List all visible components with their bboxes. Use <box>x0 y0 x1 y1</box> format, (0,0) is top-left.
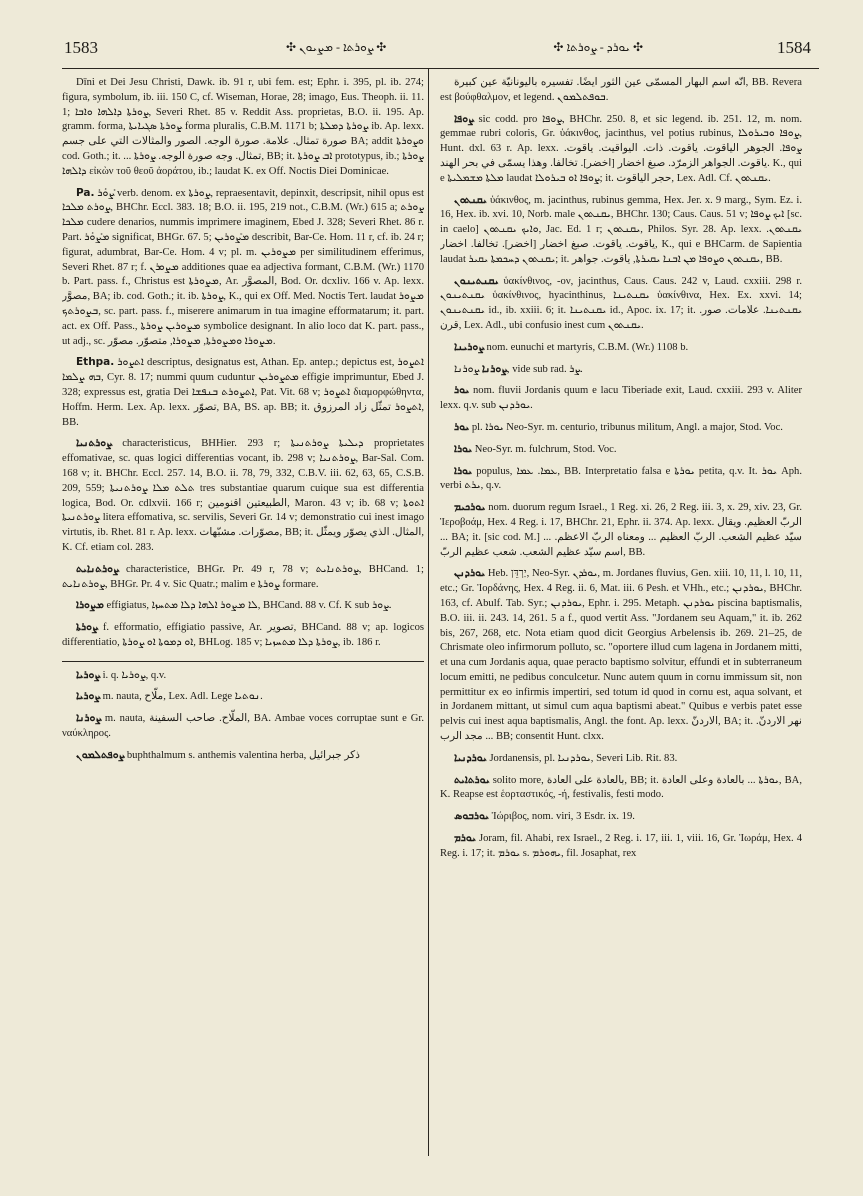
entry-text: nom. eunuchi et martyris, C.B.M. (Wr.) 1108 b. <box>486 341 689 353</box>
entry-headword: ܝܘܪܐ <box>454 442 473 455</box>
entry-text: ܐܬܨܘܪ descriptus, designatus est, Athan. Ep. antep.; depictus est, ܐܬܨܘܪ ܒܗ ܨܠܡܐ, Cyr. 8. 17; nummi quum cuduntur ܡܬܨܘܪܝܢ effigie imprimuntur, Ebed J. 328; expressus est, gratia Dei ܐܬܨܘܪܬ ܒܢܦܫܐ, Pat. Vit. 68 v; ܐܬܨܘܪ διαμορφώθηντα, Hoffm. Herm. Lex. Ap. lexx. تصوّر, BA, BS. ap. BB; it. ܐܬܨܘܪ تمثّل زاد المرزوق, BB. <box>62 357 424 428</box>
entry-text: m. nauta, الملّاح. صاحب السفينة, BA. Ambae voces corruptae sunt e Gr. ναύκληρος. <box>62 713 424 740</box>
entry-text: characteristicus, BHHier. 293 r; ܕܝܠܝܬܐ ܨܘܪܬܢܝܬܐ proprietates effomativae, sc. quas logici differentias vocant, ib. 298 v; ܨܘܪܬܢܝܐ, Bar-Sal. Com. 168 v; it. BHChr. Eccl. 257. 14, B.O. ii. 78, 79, 332, C.B.V. iii. 62, 63, 65, C.S.B. 209, 559; ܬܠܬ ܡܠܐ ܨܘܪܬܢܝܬܐ tres substantiae quarum cuique sua est differentia logica, Bod. Or. cdlxvii. 166 r; الطبيعتين اقنومين, Maron. 43 v; ib. 68 v; ܐܬܘܬܐ ܨܘܪܬܢܝܬܐ litera effomativa, sc. servilis, Severi Gr. 14 v; demonstratio cui inest imago virtutis, ib. Rhet. 81 r. Ap. lexx. مصوّرات. مشبّهات, BB; it. المثال. الذي يصوّر ويمثّل, K. Cf. etiam col. 283. <box>62 438 424 553</box>
entry-headword: ܝܘܪܐ <box>454 464 473 477</box>
dictionary-entry <box>440 420 802 436</box>
entry-text: sic codd. pro ܨܘܦܐ, BHChr. 250. 8, et sic legend. ib. 251. 12, m. nom. gemmae rubri coloris, Gr. ὑάκινθος, jacinthus, vel potius rubinus, ܨܘܦܐ ܘܒܝܪܘܠܐ, Hunt. dxl. 63 r. Ap. lexx. ܨܘܦܐ. الجوهر الياقوت. ياقوت. ذات. اليواقيت. ياقوت. ياقوت. الجواهر الزمرّد. صبغ اخضار [اخضر]. تخالفا. وهذا يسمّى في بحر الهند. K., qui e ܡܠܬܐ ܡܫܡܠܝܬܐ laudat ܨܘܦܐ ܐܘ ܒܝܪܘܠܐ; it. حجر الياقوت, Lex. Adl. Cf. ܝܩܢܬܘܢ. <box>440 113 802 184</box>
entry-headword: ܝܘܪܟܝܡ <box>454 501 486 514</box>
dictionary-entry <box>62 620 424 651</box>
entry-headword: Ethpa. <box>76 356 115 369</box>
left-running-title: ✣ ܨܘܪܬܐ - ܡܨܝܘܢ ✣ <box>286 40 387 54</box>
dictionary-entry <box>62 661 424 684</box>
entry-text: ὑάκινθος, m. jacinthus, rubinus gemma, Hex. Jer. x. 9 marg., Sym. Ez. i. 16, Hex. ib. xvi. 10, Norb. male ܝܩܢܬܘܢ, BHChr. 130; Caus. Caus. 51 v; ܐܝܟ ܨܘܦܐ [sc. in caelo] ܘܐܝܟ ܝܩܢܬܘܢ, Jac. Ed. 1 r; ܝܩܢܬܘܢ, Philos. Syr. 28. Ap. lexx. ܝܩܢܬܘܢ. ياقوت. ياقوت. صبغ اخضار [اخضر]. تخالفا. اخضار, K., qui e BHCarm. de Sapientia laudat ܝܩܢܬܘܢ ܕܚܟܡܬܐ ܝܩܝܪ; it. ܝܩܢܬܘܢ ܘܨܘܦܐ ܡܢ ܐܒܢܐ ܝܩܝܪܬܐ, ياقوت. جواهر, BB. <box>440 194 802 265</box>
entry-headword: ܝܘܪܡ <box>454 832 476 845</box>
right-running-title: ✣ ܝܘܪܕ - ܨܘܪܬܐ ✣ <box>553 40 643 54</box>
entry-text: انّه اسم البهار المسمّى عين الثور ايضًا. تفسيره باليونانيّة عين كبيرة, BB. Revera est βούφθαλμον, et legend. ܒܘܦܬܠܡܘܢ. <box>440 77 802 103</box>
entry-text: buphthalmum s. anthemis valentina herba, ذكر جبرائيل <box>126 749 360 761</box>
dictionary-entry <box>62 598 424 614</box>
dictionary-entry <box>62 436 424 555</box>
entry-headword: ܡܨܘܪܐ <box>76 599 104 612</box>
dictionary-entry <box>440 751 802 767</box>
entry-text: effigiatus, ܠܐ ܡܨܘܪ ܐܠܗܐ ܕܠܐ ܡܬܚܙܐ, BHCand. 88 v. Cf. K sub ܨܘܪ. <box>106 600 392 612</box>
entry-text: characteristice, BHGr. Pr. 49 r, 78 v; ܨܘܪܬܢܐܝܬ, BHCand. 1; ܨܘܪܬܢܐܝܬ, BHGr. Pr. 4 v. Sic Quatr.; malim e ܨܘܪܬܐ formare. <box>62 563 424 590</box>
entry-text: Heb. יַרְדֵּן, Neo-Syr. ܝܘܪܕܢ, m. Jordanes fluvius, Gen. xiii. 10, 11, l. 10, 11, etc.; Gr. Ἰορδάνης, Hex. 4 Reg. ii. 6, Mat. iii. 6 Pesh. et VHh., etc.; ܝܘܪܕܢܢ, BHChr. 163, cf. Abulf. Tab. Syr.; ܝܘܪܕܢܢ, Ephr. i. 295. Metaph. ܝܘܪܕܢܢ piscina baptismalis, B.O. iii. ii. 243. 14, 261. 5 a f., quod vertit Ass. "Jordanem seu Aquam," it. ib. 262 bis, 267, 268, etc. Nota etiam quod dicit Georgius Arbelensis ib. 269. 21–25, de Chrismate oleo infirmorum polluto, sc. "oportere illud cum lagena in Jordanem mitti, et una cum Jordanis aqua, quae peracto baptismo solvitur, effundi et in subterraneum locum emitti, ne pedibus conculcetur. Nunc autem quum in cornu immissum sit, non permittitur ex eo infirmis impertiri, sed totum id quod in cornu est, aqua solvant, et in Jordanem mittant, ut simul cum aqua baptismi abeat." Quibus e verbis patet esse pelvis cui inest aqua baptismalis, Angl. the font. Ap. lexx. الاردنّ, BA; it. نهر الاردنّ. مجد الرب ... BB; consentit Hunt. clxx. <box>440 568 802 743</box>
dictionary-entry <box>62 711 424 742</box>
entry-headword: ܝܘܪܕܢܝܐ <box>454 751 487 764</box>
left-page-number: 1583 <box>64 38 98 57</box>
entry-headword: ܨܘܪܬܢܐܝܬ <box>76 562 119 575</box>
entry-text: nom. fluvii Jordanis quum e lacu Tiberiade exit, Laud. cxxiii. 293 v. Aliter lexx. q.v. sub ܝܘܪܕܢܢ. <box>440 385 802 412</box>
entry-headword: ܨܘܪܬܢܝܐ <box>76 437 112 450</box>
entry-headword: ܝܘܪܕܢܢ <box>454 567 486 580</box>
entry-headword: ܨܘܪܝܐ <box>76 668 100 681</box>
dictionary-entry <box>440 112 802 187</box>
entry-headword: ܨܘܪܢܐ <box>481 362 507 375</box>
dictionary-entry <box>62 355 424 430</box>
dictionary-entry <box>440 383 802 414</box>
entry-text: nom. duorum regum Israel., 1 Reg. xi. 26, 2 Reg. iii. 3, x. 29, xiv. 23, Gr. Ἱεροβοάμ, Hex. 4 Reg. i. 17, BHChr. 21, Ephr. ii. 374. Ap. lexx. الربّ العظيم. ويقال ... BA; it. [sic cod. M.] ... سيّد عظيم الشعب. الربّ العظيم ... ومعناه الربّ الاعظم. اسم سيّد عظيم الشعب. شعب عظيم الربّ, BB. <box>440 502 802 558</box>
entry-headword: ܨܘܪܝܢܐ <box>454 340 484 353</box>
entry-text: pl. ܝܘܪܐ Neo-Syr. m. centurio, tribunus militum, Angl. a major, Stod. Voc. <box>471 421 783 433</box>
entry-text: ܨܰܘܰܪ verb. denom. ex ܨܘܪܬܐ, repraesentavit, depinxit, descripsit, nihil opus est ܨܘܪܬ ܡܠܟܐ, BHChr. Eccl. 383. 18; B.O. ii. 195, 219 not., C.B.M. (Wr.) 615 a; ܨܘܪܬ ܡܠܟܐ cudere denarios, nummis imprimere imaginem, Ebed J. 328; Severi Rhet. 86 r. Part. ܡܨܰܘܰܪ significat, BHGr. 67. 5; ܡܨܰܘܪܝܢ describit, Bar-Ce. Hom. 11 r, cf. ib. 24 r; figurat, adumbrat, Bar-Ce. Hom. 4 v; pl. m. ܡܨܘܪܝܢ per similitudinem efferimus, Severi Rhet. 87 r; f. ܡܨܘܪܢ additiones quae ea adjectiva formant, C.B.M. (Wr.) 1170 b. Part. pass. f., Christus est ܡܨܘܪܬܐ, Ar. المصوَّر, Bod. Or. dcxliv. 166 v. Ap. lexx. مصوَّر, BA; ib. cod. Goth.; it. ib. ܨܘܪܬܐ, K., qui ex Off. Med. Noctis Tert. laudat ܡܨܘܪ ܒܨܘܪܬܟ, sc. part. pass. f., miserere animarum in tua imagine efformatarum; it. part. act. ex Off. Pass., ܡܨܘܪܝܢ ܨܘܪܬܐ symbolice designant. In alio loco dat K. part. pass., ut adj., sc. ܡܨܘܪܐ ܘܡܨܘܪܬܐ, ܡܨܘܪܐ, متصوّر. مصوّر. <box>62 187 424 347</box>
left-column <box>62 76 424 1156</box>
entry-text: ܨܘܪܢܐ, vide sub rad. ܨܪ. <box>454 363 583 375</box>
entry-text: solito more, بالعادة على العادة, BB; it. ܝܘܪܬܐ ... بالعادة وعلى العادة, BA, K. Reapse est ἑορταστικός, -ή, festivalis, festi modo. <box>440 774 802 801</box>
entry-headword: ܝܘܪܬܐܝܬ <box>454 773 490 786</box>
entry-headword: ܨܘܪܢܐ <box>76 712 102 725</box>
entry-headword: ܨܘܦܐ <box>454 112 474 125</box>
entry-text: Neo-Syr. m. fulchrum, Stod. Voc. <box>474 443 617 455</box>
entry-text: Ἰώριβος, nom. viri, 3 Esdr. ix. 19. <box>491 811 635 823</box>
dictionary-entry <box>440 831 802 862</box>
entry-text: Dīni et Dei Jesu Christi, Dawk. ib. 91 r, ubi fem. est; Ephr. i. 395, pl. ib. 274; figura, symbolum, ib. iii. 150 C, cf. Wiseman, Horae, 28; imago, Eus. Theoph. ii. 11. 1; ܨܘܪܬܐ ܕܐܠܗܐ ܘܐܒܐ, Severi Rhet. 85 v. Reddit Ass. proprietas, B.O. ii. 195. Ap. gramm. forma, ܨܘܪܬܐ ܣܓܝܐܝܬܐ forma pluralis, C.B.M. 1171 b; ܨܘܪܬܐ ܕܡܠܬܐ ib. Ap. lexx. صورة تمثال. علامة. صورة الوجه. الصور والمثالات التي على جسم BA; addit ܘܨܘܪܬܐ cod. Goth.; it. ... تمثال. وجه صورة الوجه. ܨܘܪܬܐ, BB; it. ܐܒ ܨܘܪܬܐ prototypus, ib.; ܨܘܪܬܐ ܕܐܠܗܐ εἰκὼν τοῦ θεοῦ ἀοράτου, ib.; laudat K. ex Off. Noctis Diei Dominicae. <box>62 77 424 177</box>
dictionary-entry <box>62 562 424 593</box>
dictionary-entry <box>440 193 802 268</box>
right-page-number: 1584 <box>777 38 811 57</box>
entry-headword: ܝܘܪ <box>454 384 470 397</box>
entry-headword: ܨܘܪܝܐ <box>76 690 100 703</box>
dictionary-entry <box>440 362 802 378</box>
entry-headword: ܝܘܪܒܘܣ <box>454 810 489 823</box>
entry-headword: ܝܘܪ <box>454 420 470 433</box>
dictionary-entry <box>440 500 802 560</box>
page-header <box>56 36 823 62</box>
header-rule <box>62 68 819 69</box>
dictionary-entry <box>440 76 802 106</box>
column-divider <box>428 68 429 1156</box>
dictionary-entry <box>440 566 802 745</box>
dictionary-entry <box>440 464 802 495</box>
entry-text: f. efformatio, effigiatio passive, Ar. تصوير, BHCand. 88 v; ap. logicos differentiatio, ܐܘ ܕܡܘܬܐ ܐܘ ܨܘܪܬܐ, BHLog. 185 v; ܨܘܪܬܐ ܕܠܐ ܡܬܚܙܝܐ, ib. 186 r. <box>62 622 424 648</box>
dictionary-entry <box>62 748 424 764</box>
entry-headword: ܝܩܢܬܝܢܘܢ <box>454 274 499 287</box>
dictionary-entry <box>62 689 424 705</box>
entry-text: ὑακίνθινος, -ον, jacinthus, Caus. Caus. 242 v, Laud. cxxiii. 298 r. ܝܩܢܬܝܢܘܢ ὑακίνθινος, hyacinthinus, ܝܩܢܬܝܢܐ ὑακίνθινα, Hex. Ex. xxvi. 14; ܝܩܢܬܝܢܘܢ id., ib. xxiii. 6; it. ܝܩܢܬܝܢܐ id., Apoc. ix. 17; it. ܝܩܢܬܝܢܐ. علامات. صور. قرن, Lex. Adl., ubi confusio inest cum ܝܩܢܬܘܢ. <box>440 275 802 331</box>
dictionary-entry <box>440 809 802 825</box>
entry-text: Joram, fil. Ahabi, rex Israel., 2 Reg. i. 17, iii. 1, viii. 16, Gr. Ἰωράμ, Hex. 4 Reg. i. 17; it. ܝܘܪܡ s. ܝܗܘܪܡ, fil. Josaphat, rex <box>440 833 802 859</box>
dictionary-entry <box>440 442 802 458</box>
dictionary-entry <box>440 340 802 356</box>
dictionary-entry <box>62 186 424 350</box>
dictionary-entry <box>440 274 802 334</box>
right-column <box>440 76 802 1156</box>
dictionary-entry <box>440 773 802 804</box>
entry-text: m. nauta, ملّاح, Lex. Adl. Lege ܢܘܬܝܐ. <box>102 691 263 703</box>
dictionary-entry <box>62 76 424 180</box>
entry-text: Jordanensis, pl. ܝܘܪܕܢܝܐ, Severi Lib. Rit. 83. <box>489 752 678 764</box>
entry-headword: Pa. <box>76 186 95 199</box>
entry-text: i. q. ܨܘܪܝܐ, q.v. <box>102 669 167 681</box>
entry-headword: ܨܘܪܬܐ <box>76 621 98 634</box>
entry-text: populus, ܥܡܐ. ܥܡܐ, BB. Interpretatio falsa e ܝܘܪܬܐ petita, q.v. It. ܝܘܪ Aph. verbi ܝܪܬ, q.v. <box>440 465 802 492</box>
entry-headword: ܨܘܦܬܠܡܘܢ <box>76 748 125 761</box>
entry-headword: ܝܩܢܬܘܢ <box>454 193 487 206</box>
